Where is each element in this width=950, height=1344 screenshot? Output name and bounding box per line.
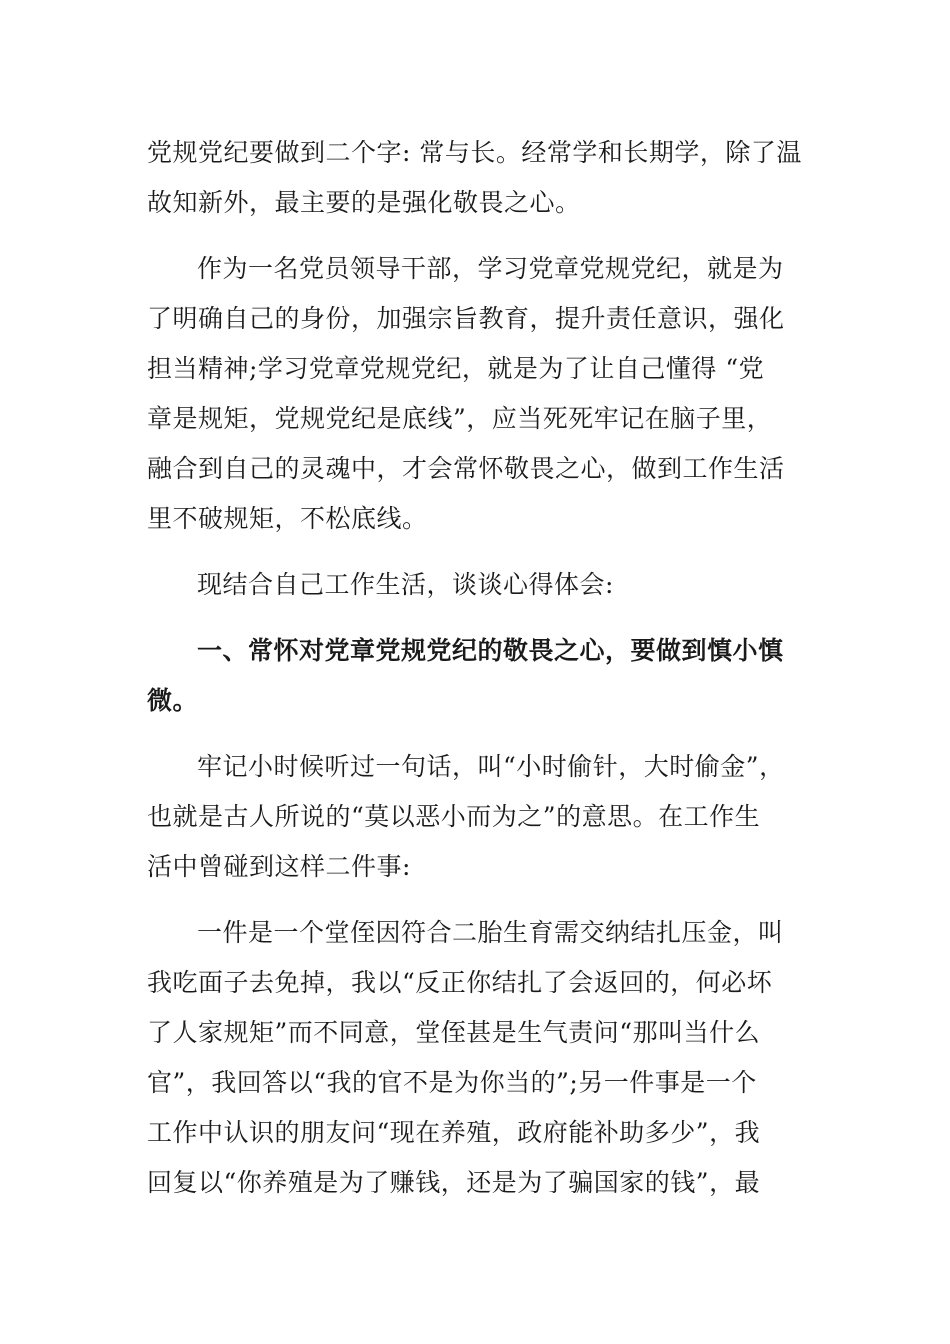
text-line: 了人家规矩”而不同意，堂侄甚是生气责问“那叫当什么	[147, 1018, 761, 1047]
text-line: 融合到自己的灵魂中，才会常怀敬畏之心，做到工作生活	[147, 454, 785, 483]
text-line: 担当精神;学习党章党规党纪，就是为了让自己懂得 “党	[147, 354, 765, 383]
text-line: 了明确自己的身份，加强宗旨教育，提升责任意识，强化	[147, 304, 785, 333]
text-line: 也就是古人所说的“莫以恶小而为之”的意思。在工作生	[147, 802, 761, 831]
text-line: 现结合自己工作生活，谈谈心得体会:	[197, 570, 614, 599]
text-line: 作为一名党员领导干部，学习党章党规党纪，就是为	[197, 254, 784, 283]
paragraph-2	[147, 244, 797, 544]
text-line: 党规党纪要做到二个字: 常与长。经常学和长期学，除了温	[147, 138, 802, 167]
text-line: 回复以“你养殖是为了赚钱，还是为了骗国家的钱”，最	[147, 1168, 761, 1197]
paragraph-6	[147, 908, 797, 1208]
paragraph-5	[147, 742, 797, 892]
text-line: 章是规矩，党规党纪是底线”，应当死死牢记在脑子里，	[147, 404, 773, 433]
text-line: 里不破规矩，不松底线。	[147, 504, 428, 533]
document-body	[147, 128, 802, 1208]
text-line: 一件是一个堂侄因符合二胎生育需交纳结扎压金，叫	[197, 918, 784, 947]
text-line: 我吃面子去免掉，我以“反正你结扎了会返回的，何必坏	[147, 968, 773, 997]
text-line: 工作中认识的朋友问“现在养殖，政府能补助多少”，我	[147, 1118, 761, 1147]
text-line: 官”，我回答以“我的官不是为你当的”;另一件事是一个	[147, 1068, 757, 1097]
text-line: 故知新外，最主要的是强化敬畏之心。	[147, 188, 581, 217]
text-line: 牢记小时候听过一句话，叫“小时偷针，大时偷金”，	[197, 752, 785, 781]
section-heading	[147, 626, 797, 726]
heading-line: 微。	[147, 686, 199, 715]
paragraph-3	[147, 560, 797, 610]
text-line: 活中曾碰到这样二件事:	[147, 852, 411, 881]
paragraph-1	[147, 128, 802, 228]
heading-line: 一、常怀对党章党规党纪的敬畏之心，要做到慎小慎	[197, 636, 784, 665]
